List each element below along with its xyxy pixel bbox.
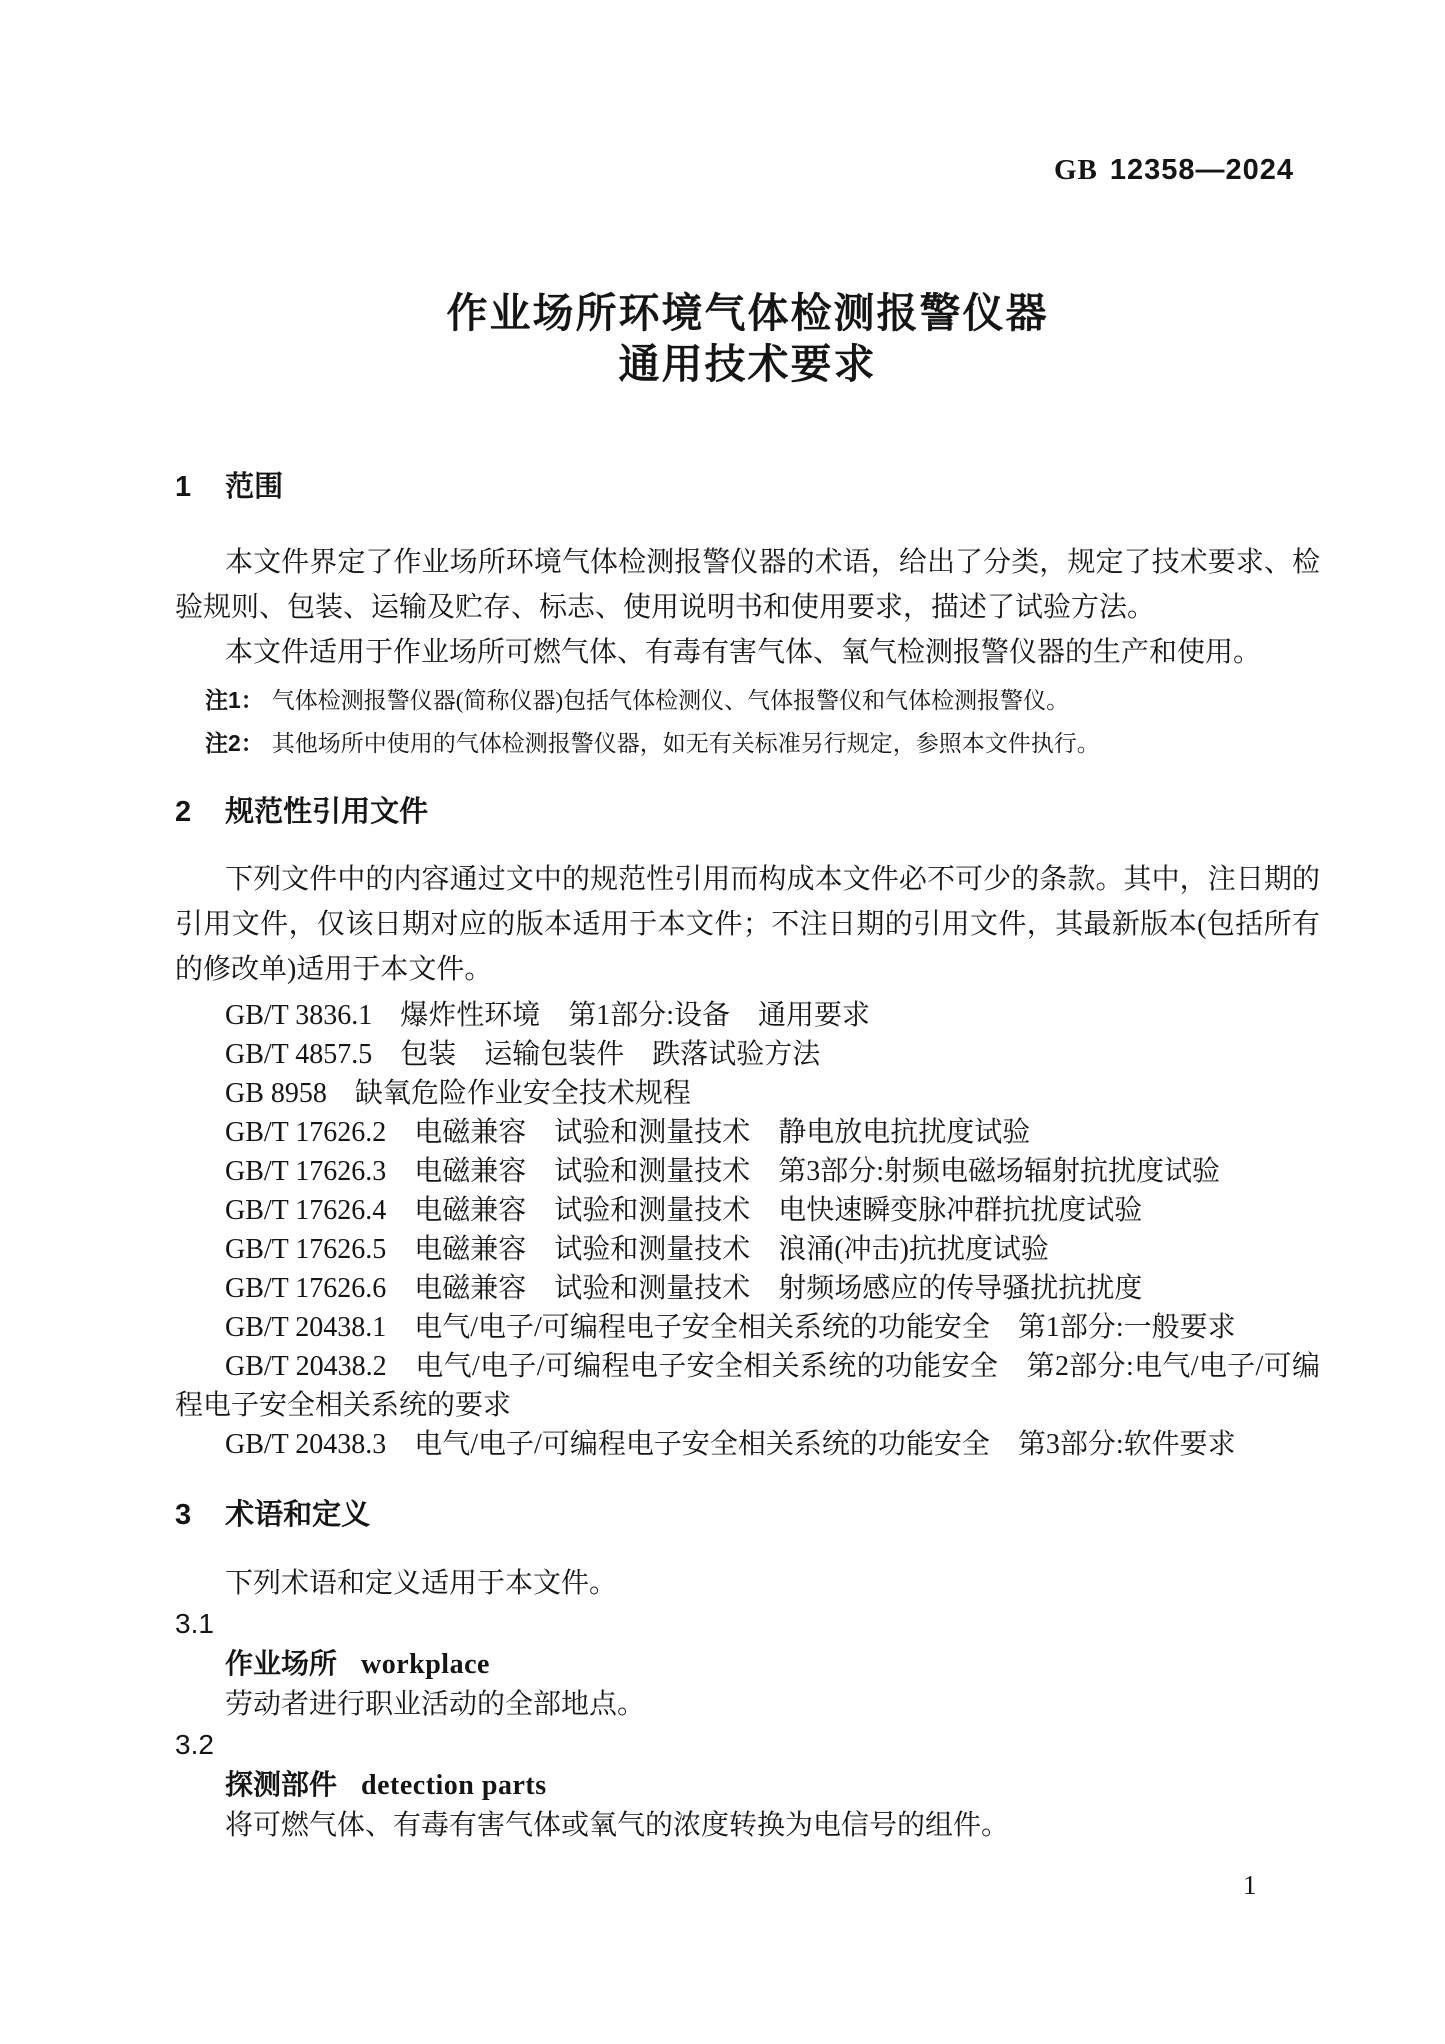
reference-item: GB/T 20438.3 电气/电子/可编程电子安全相关系统的功能安全 第3部分:软件要求 — [225, 1429, 1236, 1460]
section-3-body — [175, 1564, 1320, 1846]
reference-item: GB/T 17626.6 电磁兼容 试验和测量技术 射频场感应的传导骚扰抗扰度 — [225, 1273, 1143, 1304]
reference-item: GB/T 20438.2 电气/电子/可编程电子安全相关系统的功能安全 第2部分:电气/电子/可编程电子安全相关系统的要求 — [175, 1351, 1320, 1421]
section-1-title: 范围 — [225, 471, 284, 503]
note-2-text: 其他场所中使用的气体检测报警仪器，如无有关标准另行规定，参照本文件执行。 — [271, 731, 1100, 756]
standard-code-number: 12358—2024 — [1109, 154, 1294, 186]
section-3-title: 术语和定义 — [225, 1499, 371, 1531]
section-1-heading — [175, 470, 1320, 504]
term-zh: 作业场所 — [225, 1648, 338, 1679]
term-heading-detection-parts — [225, 1765, 1320, 1806]
page-content — [175, 0, 1320, 1846]
reference-item: GB/T 20438.1 电气/电子/可编程电子安全相关系统的功能安全 第1部分:一般要求 — [225, 1312, 1236, 1343]
note-1-text: 气体检测报警仪器(简称仪器)包括气体检测仪、气体报警仪和气体检测报警仪。 — [271, 688, 1070, 713]
reference-item: GB/T 4857.5 包装 运输包装件 跌落试验方法 — [225, 1039, 821, 1070]
clause-number-3-1: 3.1 — [175, 1608, 214, 1639]
reference-item: GB 8958 缺氧危险作业安全技术规程 — [225, 1078, 691, 1109]
term-en: detection parts — [361, 1770, 547, 1801]
section-2-heading — [175, 795, 1320, 829]
document-title — [175, 288, 1320, 390]
scope-paragraph-1: 本文件界定了作业场所环境气体检测报警仪器的术语，给出了分类，规定了技术要求、检验规则、包装、运输及贮存、标志、使用说明书和使用要求，描述了试验方法。 — [175, 547, 1320, 623]
scope-notes — [175, 679, 1320, 765]
terms-intro: 下列术语和定义适用于本文件。 — [225, 1568, 618, 1599]
standard-code-prefix: GB — [1053, 154, 1098, 186]
normative-intro-paragraph: 下列文件中的内容通过文中的规范性引用而构成本文件必不可少的条款。其中，注日期的引用文件，仅该日期对应的版本适用于本文件；不注日期的引用文件，其最新版本(包括所有的修改单)适用于本文件。 — [175, 864, 1320, 985]
section-3-heading — [175, 1498, 1320, 1532]
note-2 — [205, 722, 1320, 765]
note-1-label: 注1： — [205, 687, 264, 713]
note-1 — [205, 679, 1320, 722]
standard-code — [175, 152, 1320, 188]
term-definition-workplace: 劳动者进行职业活动的全部地点。 — [225, 1689, 646, 1720]
normative-reference-list — [175, 996, 1320, 1464]
term-en: workplace — [361, 1649, 490, 1680]
section-2-title: 规范性引用文件 — [225, 796, 429, 828]
document-title-line1: 作业场所环境气体检测报警仪器 — [446, 290, 1049, 336]
scope-paragraph-2: 本文件适用于作业场所可燃气体、有毒有害气体、氧气检测报警仪器的生产和使用。 — [225, 637, 1262, 668]
term-zh: 探测部件 — [225, 1769, 338, 1800]
section-1-number: 1 — [175, 471, 192, 503]
reference-item: GB/T 17626.5 电磁兼容 试验和测量技术 浪涌(冲击)抗扰度试验 — [225, 1234, 1049, 1265]
section-2-body — [175, 857, 1320, 1464]
section-3-number: 3 — [175, 1499, 192, 1531]
term-heading-workplace — [225, 1644, 1320, 1685]
term-definition-detection-parts: 将可燃气体、有毒有害气体或氧气的浓度转换为电信号的组件。 — [225, 1810, 1010, 1841]
section-1-body — [175, 540, 1320, 765]
reference-item: GB/T 17626.3 电磁兼容 试验和测量技术 第3部分:射频电磁场辐射抗扰度试验 — [225, 1156, 1221, 1187]
reference-item: GB/T 17626.4 电磁兼容 试验和测量技术 电快速瞬变脉冲群抗扰度试验 — [225, 1195, 1143, 1226]
reference-item: GB/T 3836.1 爆炸性环境 第1部分:设备 通用要求 — [225, 1000, 871, 1031]
clause-number-3-2: 3.2 — [175, 1729, 214, 1760]
note-2-label: 注2： — [205, 730, 264, 756]
reference-item: GB/T 17626.2 电磁兼容 试验和测量技术 静电放电抗扰度试验 — [225, 1117, 1031, 1148]
page-number: 1 — [1243, 1870, 1257, 1900]
section-2-number: 2 — [175, 796, 192, 828]
document-title-line2: 通用技术要求 — [618, 341, 877, 387]
